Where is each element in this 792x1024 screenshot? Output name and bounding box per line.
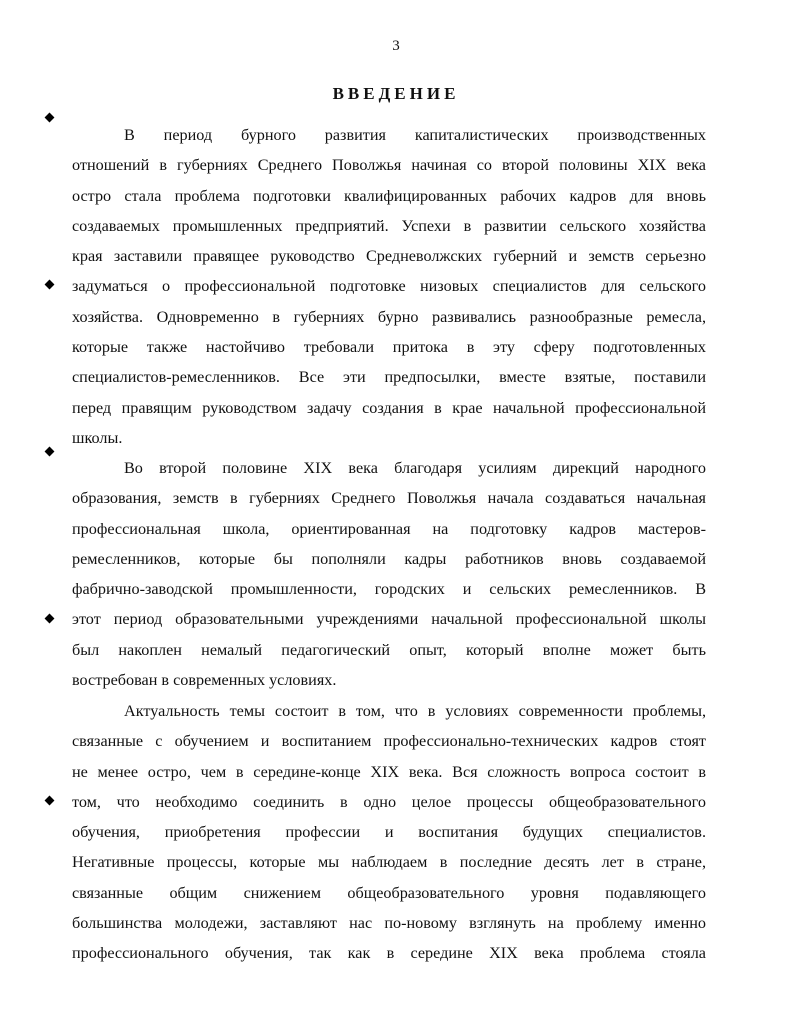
text-line: не менее остро, чем в середине-конце XIX века. Вся сложность вопроса состоит в: [72, 762, 706, 781]
text-line: большинства молодежи, заставляют нас по-новому взглянуть на проблему именно: [72, 914, 706, 933]
text-line: обучения, приобретения профессии и воспитания будущих специалистов.: [72, 823, 706, 842]
paragraph-1: [72, 120, 706, 453]
text-line: образования, земств в губерниях Среднего Поволжья начала создаваться начальная: [72, 489, 706, 508]
text-line: Актуальность темы состоит в том, что в условиях современности проблемы,: [124, 702, 706, 720]
text-line: перед правящим руководством задачу создания в крае начальной профессиональной: [72, 398, 706, 417]
text-line: Негативные процессы, которые мы наблюдаем в последние десять лет в стране,: [72, 853, 706, 872]
text-line: том, что необходимо соединить в одно целое процессы общеобразовательного: [72, 792, 706, 811]
paragraph-3: [72, 696, 706, 969]
text-line: связанные с обучением и воспитанием профессионально-технических кадров стоят: [72, 732, 706, 751]
margin-bullet-icon: [45, 447, 55, 457]
text-line: школы.: [72, 428, 123, 447]
text-line: отношений в губерниях Среднего Поволжья начиная со второй половины XIX века: [72, 156, 706, 175]
text-line: профессиональная школа, ориентированная на подготовку кадров мастеров-: [72, 519, 706, 538]
text-line: края заставили правящее руководство Средневолжских губерний и земств серьезно: [72, 247, 706, 266]
text-line: Во второй половине XIX века благодаря усилиям дирекций народного: [124, 459, 706, 477]
text-line: хозяйства. Одновременно в губерниях бурно развивались разнообразные ремесла,: [72, 307, 706, 326]
margin-bullet-icon: [45, 796, 55, 806]
text-line: был накоплен немалый педагогический опыт, который вполне может быть: [72, 640, 706, 659]
text-line: остро стала проблема подготовки квалифицированных рабочих кадров для вновь: [72, 186, 706, 205]
text-line: которые также настойчиво требовали притока в эту сферу подготовленных: [72, 338, 706, 357]
text-line: В период бурного развития капиталистических производственных: [124, 126, 706, 144]
text-line: специалистов-ремесленников. Все эти предпосылки, вместе взятые, поставили: [72, 368, 706, 387]
text-line: связанные общим снижением общеобразовательного уровня подавляющего: [72, 883, 706, 902]
text-line: создаваемых промышленных предприятий. Успехи в развитии сельского хозяйства: [72, 216, 706, 235]
text-line: ремесленников, которые бы пополняли кадры работников вновь создаваемой: [72, 549, 706, 568]
page-title: ВВЕДЕНИЕ: [332, 84, 460, 103]
text-line: этот период образовательными учреждениями начальной профессиональной школы: [72, 610, 706, 629]
paragraph-2: [72, 453, 706, 695]
margin-bullet-icon: [45, 614, 55, 624]
text-line: профессионального обучения, так как в середине XIX века проблема стояла: [72, 944, 706, 963]
page-number: 3: [392, 38, 400, 54]
text-line: задуматься о профессиональной подготовке низовых специалистов для сельского: [72, 277, 706, 296]
margin-bullet-icon: [45, 113, 55, 123]
text-line: фабрично-заводской промышленности, городских и сельских ремесленников. В: [72, 580, 706, 599]
margin-bullet-icon: [45, 280, 55, 290]
text-line: востребован в современных условиях.: [72, 671, 337, 690]
